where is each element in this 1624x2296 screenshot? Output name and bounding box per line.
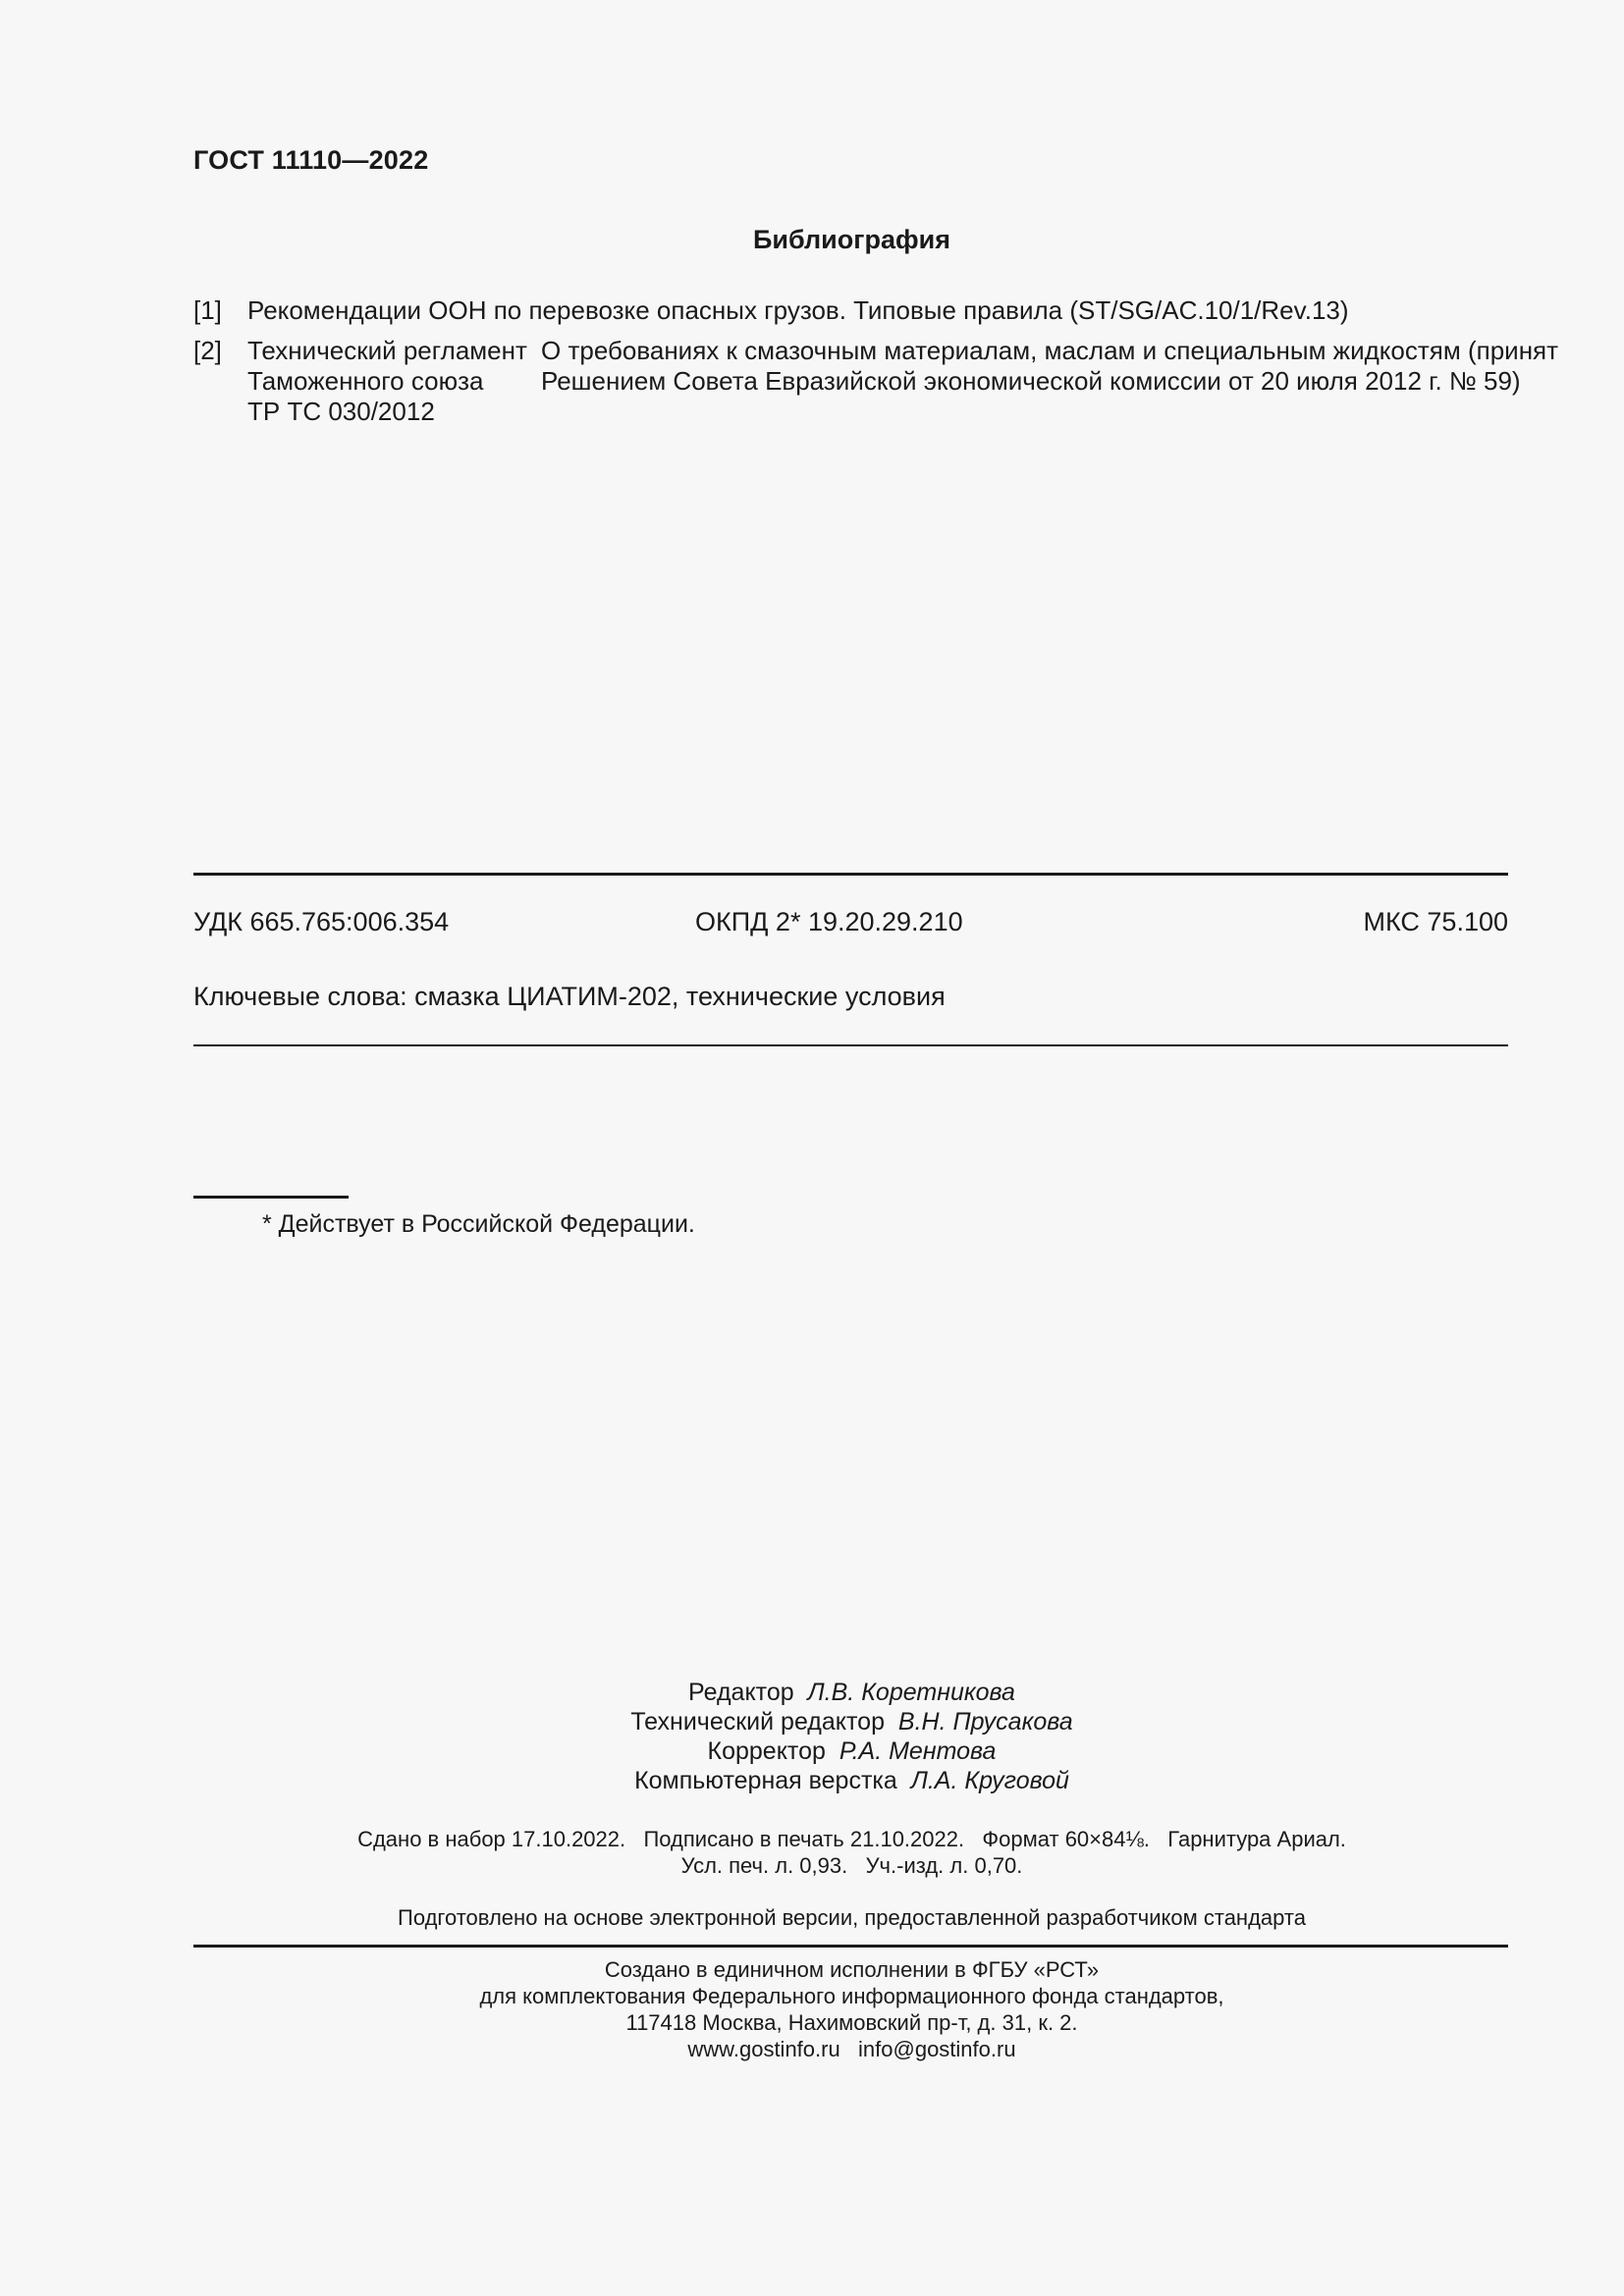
bottom-divider bbox=[193, 1044, 1508, 1046]
document-header: ГОСТ 11110—2022 bbox=[193, 145, 429, 175]
credit-name: Л.А. Круговой bbox=[910, 1767, 1069, 1794]
prepared-note: Подготовлено на основе электронной версии, предоставленной разработчиком стандарта bbox=[398, 1905, 1306, 1930]
reference-name-line: Таможенного союза bbox=[247, 366, 484, 396]
credit-name: В.Н. Прусакова bbox=[897, 1708, 1073, 1735]
reference-name-line: ТР ТС 030/2012 bbox=[247, 397, 435, 426]
credit-line bbox=[0, 1678, 1624, 1707]
publisher-line: Создано в единичном исполнении в ФГБУ «РСТ» bbox=[604, 1957, 1100, 1982]
reference-name-line: Технический регламент bbox=[247, 336, 527, 365]
publisher-line: для комплектования Федерального информационного фонда стандартов, bbox=[479, 1984, 1224, 2008]
credit-role: Технический редактор bbox=[630, 1708, 885, 1735]
credit-line bbox=[0, 1736, 1624, 1766]
publisher-divider bbox=[193, 1945, 1508, 1948]
reference-desc-line: Решением Совета Евразийской экономической комиссии от 20 июля 2012 г. № 59) bbox=[541, 366, 1521, 396]
credit-name: Л.В. Коретникова bbox=[807, 1679, 1015, 1706]
reference-number: [2] bbox=[193, 336, 222, 365]
imprint-line: Усл. печ. л. 0,93. Уч.-изд. л. 0,70. bbox=[680, 1853, 1023, 1878]
footnote: * Действует в Российской Федерации. bbox=[262, 1210, 695, 1238]
top-divider bbox=[193, 873, 1508, 876]
bibliography-title: Библиография bbox=[753, 225, 950, 254]
mks-code: МКС 75.100 bbox=[1363, 907, 1508, 936]
imprint-line: Сдано в набор 17.10.2022. Подписано в печать 21.10.2022. Формат 60×84⅛. Гарнитура Ариал. bbox=[357, 1827, 1346, 1851]
publisher-line: 117418 Москва, Нахимовский пр-т, д. 31, к. 2. bbox=[625, 2010, 1078, 2035]
reference-description bbox=[541, 336, 1558, 397]
credit-role: Корректор bbox=[707, 1737, 826, 1765]
credit-role: Компьютерная верстка bbox=[634, 1767, 897, 1794]
credit-line bbox=[0, 1707, 1624, 1736]
reference-name bbox=[247, 336, 527, 427]
credit-name: Р.А. Ментова bbox=[839, 1737, 997, 1765]
reference-text: Рекомендации ООН по перевозке опасных грузов. Типовые правила (ST/SG/AC.10/1/Rev.13) bbox=[247, 295, 1349, 325]
publisher-contacts: www.gostinfo.ru info@gostinfo.ru bbox=[687, 2037, 1016, 2061]
reference-desc-line: О требованиях к смазочным материалам, маслам и специальным жидкостям (принят bbox=[541, 336, 1559, 365]
credit-role: Редактор bbox=[688, 1679, 794, 1706]
footnote-rule bbox=[193, 1196, 349, 1199]
credit-line bbox=[0, 1766, 1624, 1795]
reference-number: [1] bbox=[193, 295, 222, 325]
udk-code: УДК 665.765:006.354 bbox=[193, 907, 450, 936]
keywords: Ключевые слова: смазка ЦИАТИМ-202, технические условия bbox=[193, 982, 946, 1011]
okpd-code: ОКПД 2* 19.20.29.210 bbox=[695, 907, 963, 936]
